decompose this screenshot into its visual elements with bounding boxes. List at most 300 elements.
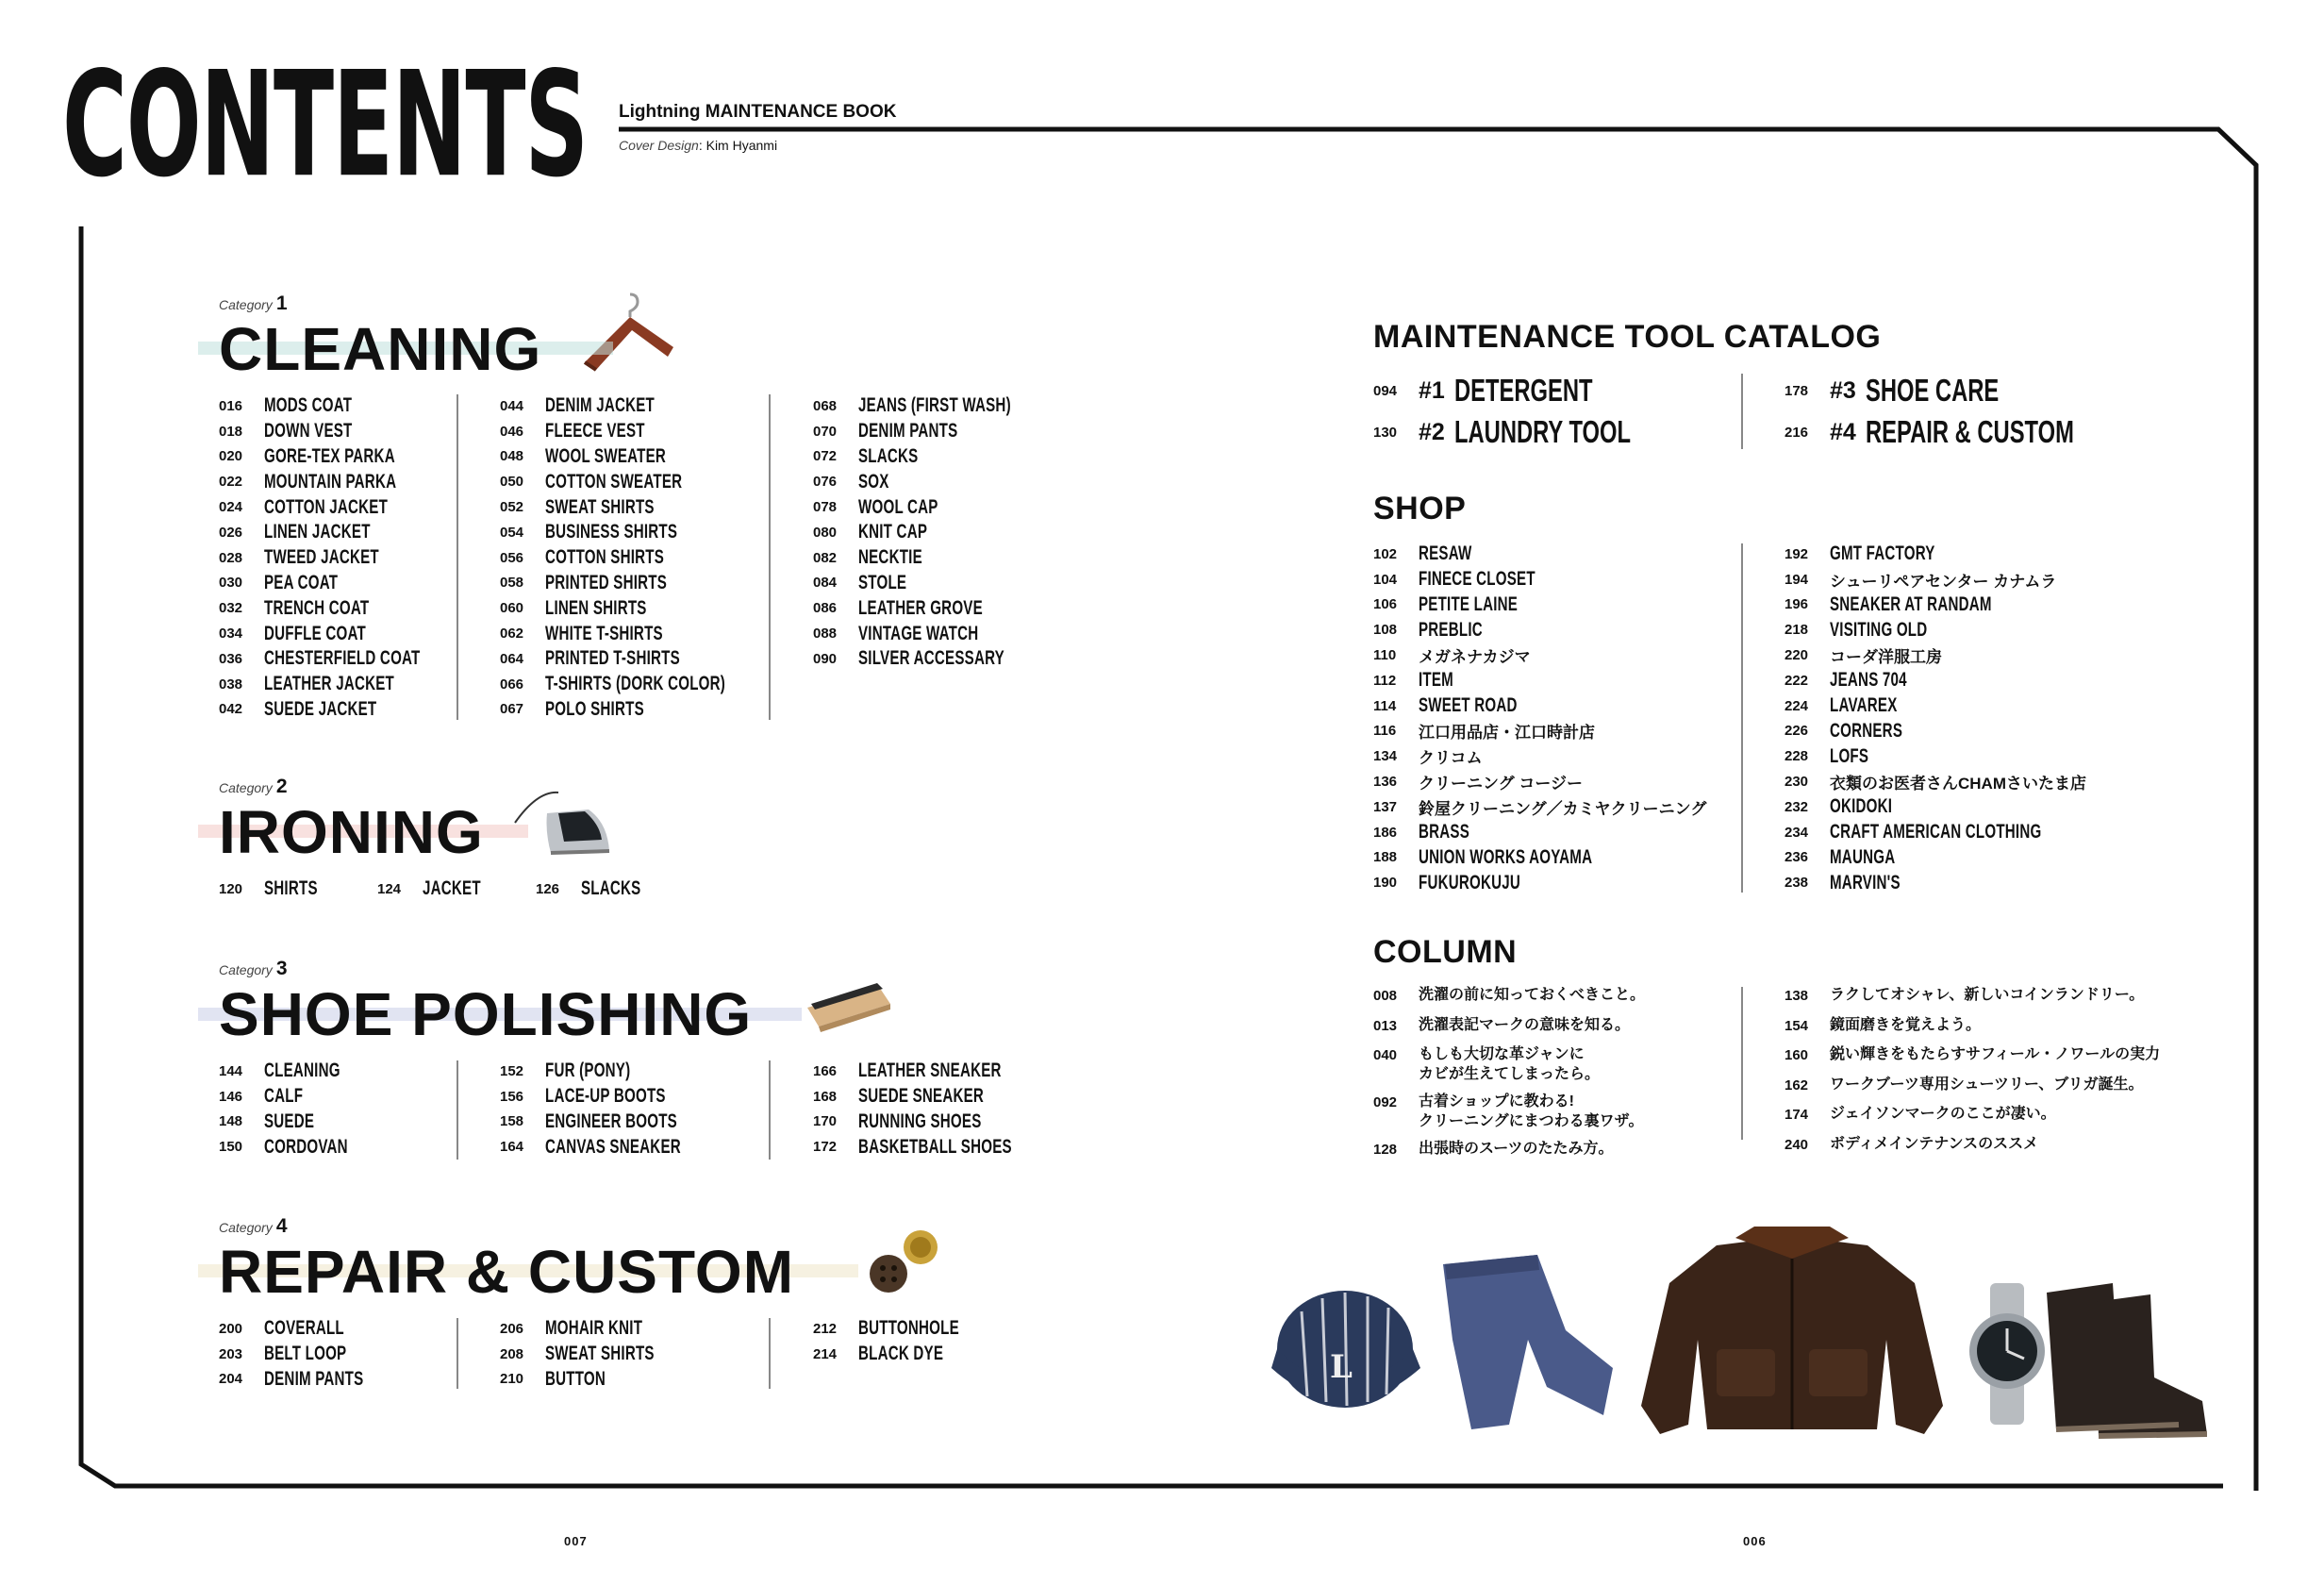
list-item	[813, 1316, 998, 1342]
entry-title: PREBLIC	[1419, 618, 1483, 641]
product-photos	[1264, 1227, 2207, 1453]
list-item	[813, 1134, 1071, 1160]
entry-title: CHESTERFIELD COAT	[264, 647, 421, 670]
entry-title: DENIM PANTS	[264, 1367, 364, 1390]
page-number: 084	[813, 575, 838, 592]
shop-left	[1373, 542, 1706, 895]
page-number: 130	[1373, 424, 1398, 441]
entry-title: JEANS (FIRST WASH)	[858, 394, 1011, 417]
page-number: 090	[813, 650, 838, 667]
list-item	[219, 469, 481, 494]
list-item	[500, 595, 795, 621]
column-item	[1373, 1139, 1645, 1164]
list-item	[500, 1134, 734, 1160]
entry-title: POLO SHIRTS	[545, 697, 644, 720]
category-4-column-1	[219, 1316, 402, 1392]
tool-title: DETERGENT	[1453, 373, 1593, 408]
entry-title: SUEDE	[264, 1110, 315, 1132]
entry-title: SLACKS	[581, 877, 641, 900]
list-item	[500, 1084, 734, 1110]
divider	[769, 1060, 771, 1160]
tool-title: SHOE CARE	[1865, 373, 2000, 408]
list-item	[1373, 845, 1706, 871]
page-number: 224	[1784, 697, 1809, 714]
list-item	[1784, 542, 2124, 567]
page-number: 046	[500, 423, 524, 440]
page-number: 088	[813, 626, 838, 643]
tool-catalog-item	[1784, 370, 2155, 411]
list-item	[813, 444, 1071, 470]
column-title-text: もしも大切な革ジャンに カビが生えてしまったら。	[1419, 1046, 1601, 1082]
tool-tag: #1	[1419, 376, 1445, 404]
page-number: 222	[1784, 672, 1809, 689]
list-item	[1373, 693, 1706, 719]
entry-title: CORNERS	[1830, 719, 1903, 742]
list-item	[219, 1134, 380, 1160]
list-item	[219, 520, 481, 545]
list-item	[500, 697, 795, 723]
page-number: 136	[1373, 774, 1398, 791]
list-item	[1784, 769, 2124, 794]
leather-jacket-image	[1641, 1227, 1943, 1434]
list-item	[500, 1367, 697, 1393]
list-item	[1373, 769, 1706, 794]
category-2-entries	[219, 876, 664, 902]
page-number: 040	[1373, 1047, 1398, 1063]
list-item	[219, 393, 481, 419]
entry-title: LINEN SHIRTS	[545, 596, 647, 619]
svg-text:L: L	[1330, 1348, 1353, 1386]
list-item	[1373, 743, 1706, 769]
page-number: 124	[377, 880, 402, 897]
page-number: 158	[500, 1113, 524, 1130]
list-item	[500, 672, 795, 697]
page-number: 092	[1373, 1094, 1398, 1110]
buttons-icon	[866, 1227, 945, 1298]
list-item	[1373, 870, 1706, 895]
page-number: 038	[219, 676, 243, 693]
category-4-column-2	[500, 1316, 697, 1392]
page-number: 026	[219, 524, 243, 541]
page-number: 022	[219, 474, 243, 491]
list-item	[813, 646, 1071, 672]
page-number: 190	[1373, 875, 1398, 892]
entry-title: OKIDOKI	[1830, 795, 1893, 818]
column-title-text: 洗濯表記マークの意味を知る。	[1419, 1016, 1631, 1033]
column-item	[1784, 985, 2160, 1010]
entry-title: JEANS 704	[1830, 669, 1907, 692]
list-item	[500, 494, 795, 520]
tool-title: LAUNDRY TOOL	[1453, 414, 1631, 449]
entry-title: VINTAGE WATCH	[858, 622, 979, 644]
leather-boots-image	[2047, 1283, 2207, 1436]
entry-title: SNEAKER AT RANDAM	[1830, 593, 1992, 615]
tool-title: REPAIR & CUSTOM	[1865, 414, 2074, 449]
entry-title: シューリペアセンター カナムラ	[1830, 572, 2057, 591]
tool-catalog-item	[1373, 411, 1700, 453]
entry-title: FINECE CLOSET	[1419, 568, 1536, 591]
page-number: 060	[500, 600, 524, 617]
column-item	[1784, 1015, 2160, 1041]
list-item	[500, 545, 795, 571]
page-number: 186	[1373, 824, 1398, 841]
divider	[456, 1318, 458, 1389]
entry-title: SWEET ROAD	[1419, 694, 1518, 717]
entry-title: BUTTON	[545, 1367, 606, 1390]
entry-title: UNION WORKS AOYAMA	[1419, 845, 1593, 868]
list-item	[219, 571, 481, 596]
list-item	[219, 1342, 402, 1367]
shop-right	[1784, 542, 2124, 895]
shop-title: SHOP	[1373, 491, 1467, 526]
tool-catalog-title: MAINTENANCE TOOL CATALOG	[1373, 319, 1882, 355]
page-number: 114	[1373, 697, 1397, 714]
entry-title: 鈴屋クリーニング／カミヤクリーニング	[1419, 799, 1707, 818]
page-number: 160	[1784, 1047, 1809, 1063]
page-number: 072	[813, 448, 838, 465]
list-item	[377, 876, 536, 902]
entry-title: CALF	[264, 1085, 304, 1108]
entry-title: FUKUROKUJU	[1419, 871, 1520, 893]
page-number: 078	[813, 499, 838, 516]
divider	[1741, 374, 1743, 449]
page-number: 024	[219, 499, 243, 516]
entry-title: SILVER ACCESSARY	[858, 647, 1004, 670]
page-number: 203	[219, 1345, 243, 1362]
wristwatch-image	[1969, 1283, 2045, 1425]
category-4-label: Category 4	[219, 1215, 288, 1237]
page-number: 218	[1784, 622, 1809, 639]
page-number: 216	[1784, 424, 1809, 441]
column-title-text: 洗濯の前に知っておくべきこと。	[1419, 987, 1646, 1003]
page-number: 234	[1784, 824, 1809, 841]
list-item	[1784, 845, 2124, 871]
list-item	[813, 494, 1071, 520]
entry-title: NECKTIE	[858, 546, 922, 569]
page-number: 210	[500, 1371, 524, 1388]
page-number: 238	[1784, 875, 1809, 892]
category-3-label: Category 3	[219, 958, 288, 979]
page-number: 102	[1373, 545, 1398, 562]
entry-title: SHIRTS	[264, 877, 318, 900]
entry-title: MOHAIR KNIT	[545, 1317, 643, 1340]
divider	[456, 1060, 458, 1160]
list-item	[1784, 870, 2124, 895]
entry-title: PETITE LAINE	[1419, 593, 1519, 615]
page-number: 080	[813, 524, 838, 541]
list-item	[1784, 743, 2124, 769]
page-number: 126	[536, 880, 560, 897]
list-item	[219, 621, 481, 646]
page-number: 196	[1784, 596, 1809, 613]
entry-title: LEATHER SNEAKER	[858, 1060, 1002, 1082]
page-number: 070	[813, 423, 838, 440]
list-item	[813, 1110, 1071, 1135]
list-item	[1373, 668, 1706, 693]
entry-title: GMT FACTORY	[1830, 542, 1935, 565]
category-3-column-1	[219, 1059, 380, 1160]
entry-title: DENIM PANTS	[858, 420, 958, 442]
page-number: 016	[219, 397, 243, 414]
list-item	[813, 1342, 998, 1367]
entry-title: SWEAT SHIRTS	[545, 495, 655, 518]
list-item	[500, 1110, 734, 1135]
list-item	[813, 393, 1071, 419]
page-number: 050	[500, 474, 524, 491]
entry-title: FUR (PONY)	[545, 1060, 631, 1082]
list-item	[219, 444, 481, 470]
list-item	[1373, 567, 1706, 593]
page-number: 028	[219, 549, 243, 566]
page-number: 168	[813, 1088, 838, 1105]
page-number: 020	[219, 448, 243, 465]
category-3-title: SHOE POLISHING	[219, 980, 753, 1048]
entry-title: TRENCH COAT	[264, 596, 370, 619]
column-title-text: 鋭い輝きをもたらすサフィール・ノワールの実力	[1830, 1046, 2161, 1062]
entry-title: GORE-TEX PARKA	[264, 444, 395, 467]
page-number: 174	[1784, 1107, 1809, 1123]
column-item	[1784, 1104, 2160, 1129]
page-number: 036	[219, 650, 243, 667]
page-number: 086	[813, 600, 838, 617]
page-number: 042	[219, 701, 243, 718]
list-item	[813, 1059, 1071, 1084]
page-number-left: 007	[564, 1534, 588, 1548]
list-item	[500, 1059, 734, 1084]
list-item	[219, 494, 481, 520]
column-item	[1373, 1092, 1645, 1131]
entry-title: KNIT CAP	[858, 521, 928, 543]
entry-title: SOX	[858, 470, 889, 492]
category-2-label: Category 2	[219, 776, 288, 797]
list-item	[500, 1316, 697, 1342]
list-item	[1784, 567, 2124, 593]
page-number: 112	[1373, 672, 1397, 689]
page-number: 076	[813, 474, 838, 491]
tool-tag: #2	[1419, 418, 1445, 445]
list-item	[1784, 820, 2124, 845]
list-item	[1784, 693, 2124, 719]
list-item	[1784, 794, 2124, 820]
list-item	[219, 595, 481, 621]
entry-title: BASKETBALL SHOES	[858, 1135, 1012, 1158]
list-item	[1373, 542, 1706, 567]
divider	[456, 394, 458, 720]
entry-title: メガネナカジマ	[1419, 648, 1531, 667]
entry-title: LINEN JACKET	[264, 521, 371, 543]
page-number: 138	[1784, 988, 1809, 1004]
list-item	[500, 444, 795, 470]
page-number: 208	[500, 1345, 524, 1362]
entry-title: クリコム	[1419, 749, 1483, 768]
entry-title: SUEDE JACKET	[264, 697, 377, 720]
page-number: 032	[219, 600, 243, 617]
entry-title: COTTON SHIRTS	[545, 546, 665, 569]
list-item	[813, 1084, 1071, 1110]
iron-icon	[509, 785, 613, 860]
entry-title: FLEECE VEST	[545, 420, 645, 442]
list-item	[219, 1316, 402, 1342]
page-number: 148	[219, 1113, 243, 1130]
divider	[1741, 543, 1743, 893]
entry-title: BELT LOOP	[264, 1343, 347, 1365]
page-number: 058	[500, 575, 524, 592]
list-item	[1373, 794, 1706, 820]
entry-title: DOWN VEST	[264, 420, 353, 442]
column-item	[1784, 1044, 2160, 1070]
list-item	[219, 1367, 402, 1393]
divider	[769, 394, 771, 720]
list-item	[813, 621, 1071, 646]
page-number: 137	[1373, 798, 1398, 815]
list-item	[1784, 668, 2124, 693]
list-item	[219, 1110, 380, 1135]
list-item	[813, 545, 1071, 571]
page-number: 030	[219, 575, 243, 592]
page-number: 194	[1784, 571, 1809, 588]
column-item	[1373, 1044, 1645, 1084]
column-title-text: ボディメインテナンスのススメ	[1830, 1135, 2039, 1152]
baseball-cap-image	[1271, 1291, 1420, 1408]
entry-title: LAVAREX	[1830, 694, 1898, 717]
column-item	[1784, 1075, 2160, 1100]
list-item	[1373, 643, 1706, 668]
page-number: 008	[1373, 988, 1398, 1004]
page-number: 104	[1373, 571, 1398, 588]
page-number: 170	[813, 1113, 838, 1130]
category-4-title: REPAIR & CUSTOM	[219, 1238, 794, 1306]
entry-title: SLACKS	[858, 444, 919, 467]
list-item	[219, 876, 377, 902]
category-4-column-3	[813, 1316, 998, 1367]
list-item	[1784, 617, 2124, 643]
entry-title: SUEDE SNEAKER	[858, 1085, 985, 1108]
entry-title: クリーニング コージー	[1419, 775, 1584, 793]
entry-title: LEATHER GROVE	[858, 596, 983, 619]
column-title-text: 出張時のスーツのたたみ方。	[1419, 1141, 1614, 1157]
entry-title: COVERALL	[264, 1317, 344, 1340]
tool-tag: #4	[1830, 418, 1856, 445]
shoe-brush-icon	[804, 976, 894, 1036]
page-number: 200	[219, 1320, 243, 1337]
page-number: 066	[500, 676, 524, 693]
list-item	[813, 520, 1071, 545]
page-number: 166	[813, 1062, 838, 1079]
page-number: 068	[813, 397, 838, 414]
entry-title: T-SHIRTS (DORK COLOR)	[545, 673, 726, 695]
entry-title: ENGINEER BOOTS	[545, 1110, 677, 1132]
cover-label: Cover Design	[619, 138, 699, 153]
page-number-right: 006	[1743, 1534, 1767, 1548]
category-1-column-3	[813, 393, 1071, 672]
entry-title: RESAW	[1419, 542, 1472, 565]
page-number: 128	[1373, 1142, 1398, 1158]
list-item	[500, 469, 795, 494]
tool-catalog-left	[1373, 370, 1700, 453]
page-number: 220	[1784, 647, 1809, 664]
page-number: 044	[500, 397, 524, 414]
page-number: 062	[500, 626, 524, 643]
list-item	[500, 393, 795, 419]
book-title: Lightning MAINTENANCE BOOK	[619, 102, 897, 122]
category-1-column-2	[500, 393, 795, 722]
list-item	[1784, 593, 2124, 618]
page-number: 108	[1373, 622, 1398, 639]
entry-title: PRINTED SHIRTS	[545, 571, 668, 593]
page-number: 034	[219, 626, 243, 643]
column-title-text: ジェイソンマークのここが凄い。	[1830, 1106, 2056, 1122]
column-item	[1784, 1134, 2160, 1160]
page-number: 056	[500, 549, 524, 566]
category-1-label: Category 1	[219, 292, 288, 314]
tool-tag: #3	[1830, 376, 1856, 404]
list-item	[219, 697, 481, 723]
column-title-text: 古着ショップに教わる! クリーニングにまつわる裏ワザ。	[1419, 1093, 1644, 1129]
page-number: 204	[219, 1371, 243, 1388]
page-number: 228	[1784, 748, 1809, 765]
category-1-title: CLEANING	[219, 315, 542, 383]
page-number: 144	[219, 1062, 243, 1079]
page-number: 232	[1784, 798, 1809, 815]
column-title: COLUMN	[1373, 934, 1518, 970]
entry-title: CORDOVAN	[264, 1135, 348, 1158]
list-item	[500, 520, 795, 545]
entry-title: SWEAT SHIRTS	[545, 1343, 655, 1365]
list-item	[500, 1342, 697, 1367]
page-number: 214	[813, 1345, 838, 1362]
list-item	[1373, 820, 1706, 845]
tool-catalog-right	[1784, 370, 2155, 453]
page-number: 150	[219, 1139, 243, 1156]
page-title: CONTENTS	[62, 41, 588, 210]
list-item	[1784, 643, 2124, 668]
entry-title: BUTTONHOLE	[858, 1317, 959, 1340]
category-1-column-1	[219, 393, 481, 722]
list-item	[1373, 617, 1706, 643]
entry-title: CRAFT AMERICAN CLOTHING	[1830, 821, 2042, 843]
list-item	[219, 419, 481, 444]
list-item	[536, 876, 664, 902]
list-item	[219, 646, 481, 672]
list-item	[500, 646, 795, 672]
entry-title: BUSINESS SHIRTS	[545, 521, 678, 543]
column-right	[1784, 985, 2160, 1163]
list-item	[1373, 593, 1706, 618]
page-number: 146	[219, 1088, 243, 1105]
page-number: 054	[500, 524, 524, 541]
column-item	[1373, 1015, 1645, 1041]
page-number: 134	[1373, 748, 1398, 765]
entry-title: COTTON JACKET	[264, 495, 389, 518]
column-title-text: 鏡面磨きを覚えよう。	[1830, 1016, 1982, 1033]
page-number: 164	[500, 1139, 524, 1156]
entry-title: MARVIN'S	[1830, 871, 1901, 893]
page-number: 212	[813, 1320, 838, 1337]
entry-title: CANVAS SNEAKER	[545, 1135, 681, 1158]
divider	[1741, 987, 1743, 1140]
list-item	[500, 571, 795, 596]
entry-title: TWEED JACKET	[264, 546, 379, 569]
page-number: 116	[1373, 723, 1397, 740]
entry-title: JACKET	[423, 877, 481, 900]
entry-title: MAUNGA	[1830, 845, 1896, 868]
entry-title: RUNNING SHOES	[858, 1110, 982, 1132]
entry-title: LEATHER JACKET	[264, 673, 394, 695]
page-number: 067	[500, 701, 524, 718]
hanger-icon	[577, 291, 677, 376]
list-item	[219, 1084, 380, 1110]
page-number: 120	[219, 880, 243, 897]
